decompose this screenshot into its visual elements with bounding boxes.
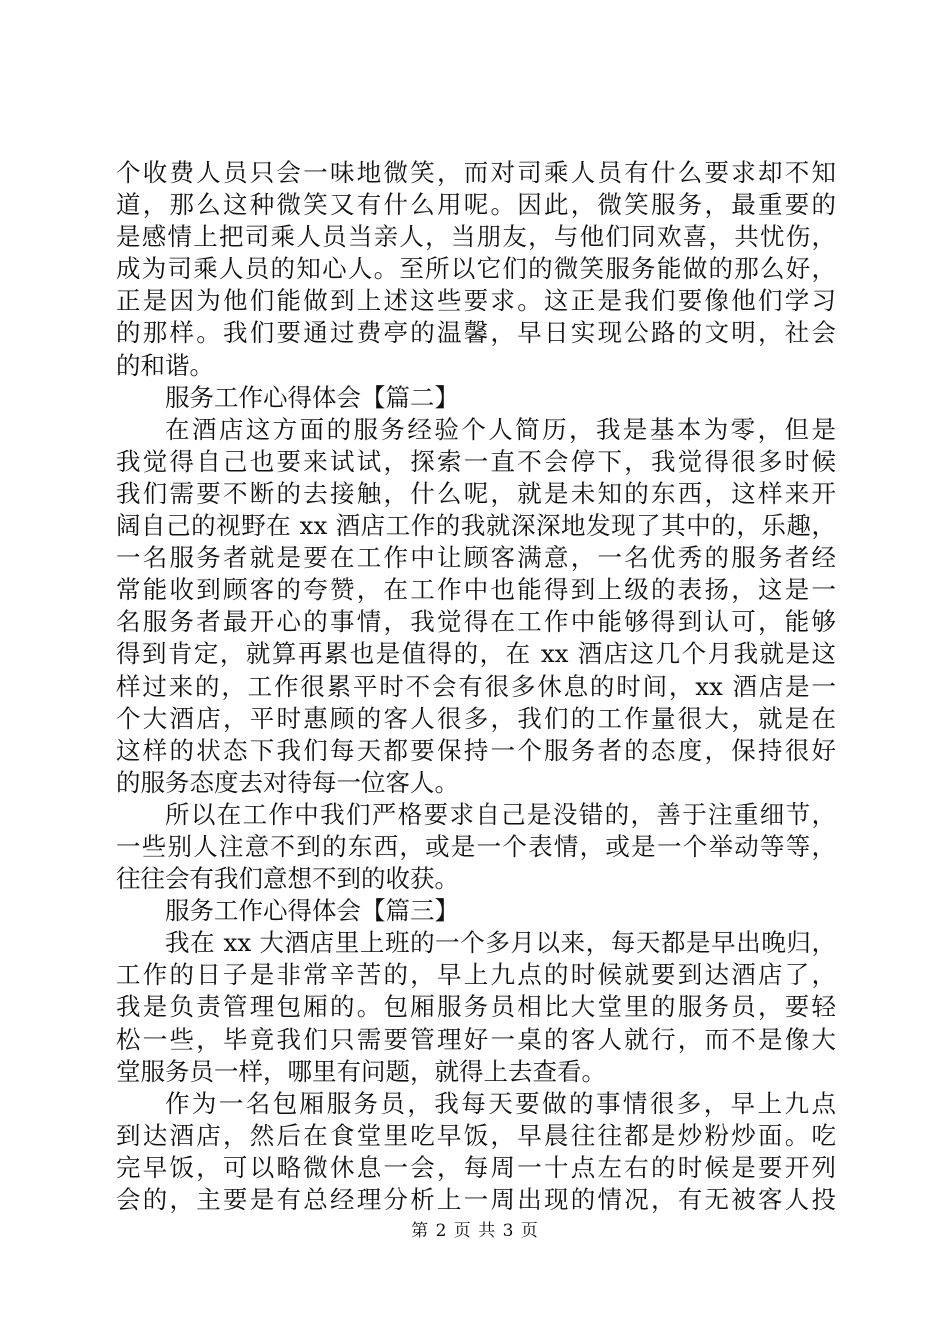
document-body bbox=[116, 157, 836, 1216]
text-line: 在酒店这方面的服务经验个人简历，我是基本为零，但是 bbox=[165, 414, 836, 444]
text-line: 完早饭，可以略微休息一会，每周一十点左右的时候是要开列 bbox=[116, 1152, 836, 1182]
text-line: 我在 xx 大酒店里上班的一个多月以来，每天都是早出晚归， bbox=[165, 928, 836, 958]
text-line: 一些别人注意不到的东西，或是一个表情，或是一个举动等等， bbox=[116, 831, 836, 861]
text-line: 堂服务员一样，哪里有问题，就得上去查看。 bbox=[116, 1056, 606, 1086]
text-line: 会的，主要是有总经理分析上一周出现的情况，有无被客人投 bbox=[116, 1185, 836, 1214]
text-line: 我是负责管理包厢的。包厢服务员相比大堂里的服务员，要轻 bbox=[116, 992, 836, 1022]
text-line: 阔自己的视野在 xx 酒店工作的我就深深地发现了其中的，乐趣， bbox=[116, 511, 836, 541]
text-line: 的服务态度去对待每一位客人。 bbox=[116, 767, 459, 797]
text-line: 这样的状态下我们每天都要保持一个服务者的态度，保持很好 bbox=[116, 735, 836, 765]
section-heading: 服务工作心得体会【篇三】 bbox=[165, 896, 459, 926]
text-line: 个收费人员只会一味地微笑，而对司乘人员有什么要求却不知 bbox=[116, 158, 836, 187]
text-line: 我觉得自己也要来试试，探索一直不会停下，我觉得很多时候 bbox=[116, 446, 836, 476]
text-line: 往往会有我们意想不到的收获。 bbox=[116, 864, 459, 894]
page-number-label: 第 2 页 共 3 页 bbox=[411, 1221, 539, 1241]
page-footer bbox=[0, 1216, 950, 1241]
text-line: 的和谐。 bbox=[116, 350, 214, 380]
section-heading: 服务工作心得体会【篇二】 bbox=[165, 382, 459, 412]
text-line: 道，那么这种微笑又有什么用呢。因此，微笑服务，最重要的 bbox=[116, 190, 836, 220]
text-line: 名服务者最开心的事情，我觉得在工作中能够得到认可，能够 bbox=[116, 607, 836, 637]
text-line: 是感情上把司乘人员当亲人，当朋友，与他们同欢喜，共忧伤， bbox=[116, 222, 836, 252]
text-line: 所以在工作中我们严格要求自己是没错的，善于注重细节， bbox=[165, 799, 836, 829]
text-line: 常能收到顾客的夸赞，在工作中也能得到上级的表扬，这是一 bbox=[116, 575, 836, 605]
text-line: 到达酒店，然后在食堂里吃早饭，早晨往往都是炒粉炒面。吃 bbox=[116, 1120, 836, 1150]
text-line: 工作的日子是非常辛苦的，早上九点的时候就要到达酒店了， bbox=[116, 960, 836, 990]
text-line: 作为一名包厢服务员，我每天要做的事情很多，早上九点 bbox=[165, 1088, 836, 1118]
text-line: 的那样。我们要通过费亭的温馨，早日实现公路的文明，社会 bbox=[116, 318, 836, 348]
text-line: 个大酒店，平时惠顾的客人很多，我们的工作量很大，就是在 bbox=[116, 703, 836, 733]
text-line: 得到肯定，就算再累也是值得的，在 xx 酒店这几个月我就是这 bbox=[116, 639, 836, 669]
text-line: 样过来的，工作很累平时不会有很多休息的时间，xx 酒店是一 bbox=[116, 671, 836, 701]
text-line: 成为司乘人员的知心人。至所以它们的微笑服务能做的那么好， bbox=[116, 254, 836, 284]
text-line: 一名服务者就是要在工作中让顾客满意，一名优秀的服务者经 bbox=[116, 543, 836, 573]
text-line: 正是因为他们能做到上述这些要求。这正是我们要像他们学习 bbox=[116, 286, 836, 316]
text-line: 松一些，毕竟我们只需要管理好一桌的客人就行，而不是像大 bbox=[116, 1024, 836, 1054]
text-line: 我们需要不断的去接触，什么呢，就是未知的东西，这样来开 bbox=[116, 478, 836, 508]
